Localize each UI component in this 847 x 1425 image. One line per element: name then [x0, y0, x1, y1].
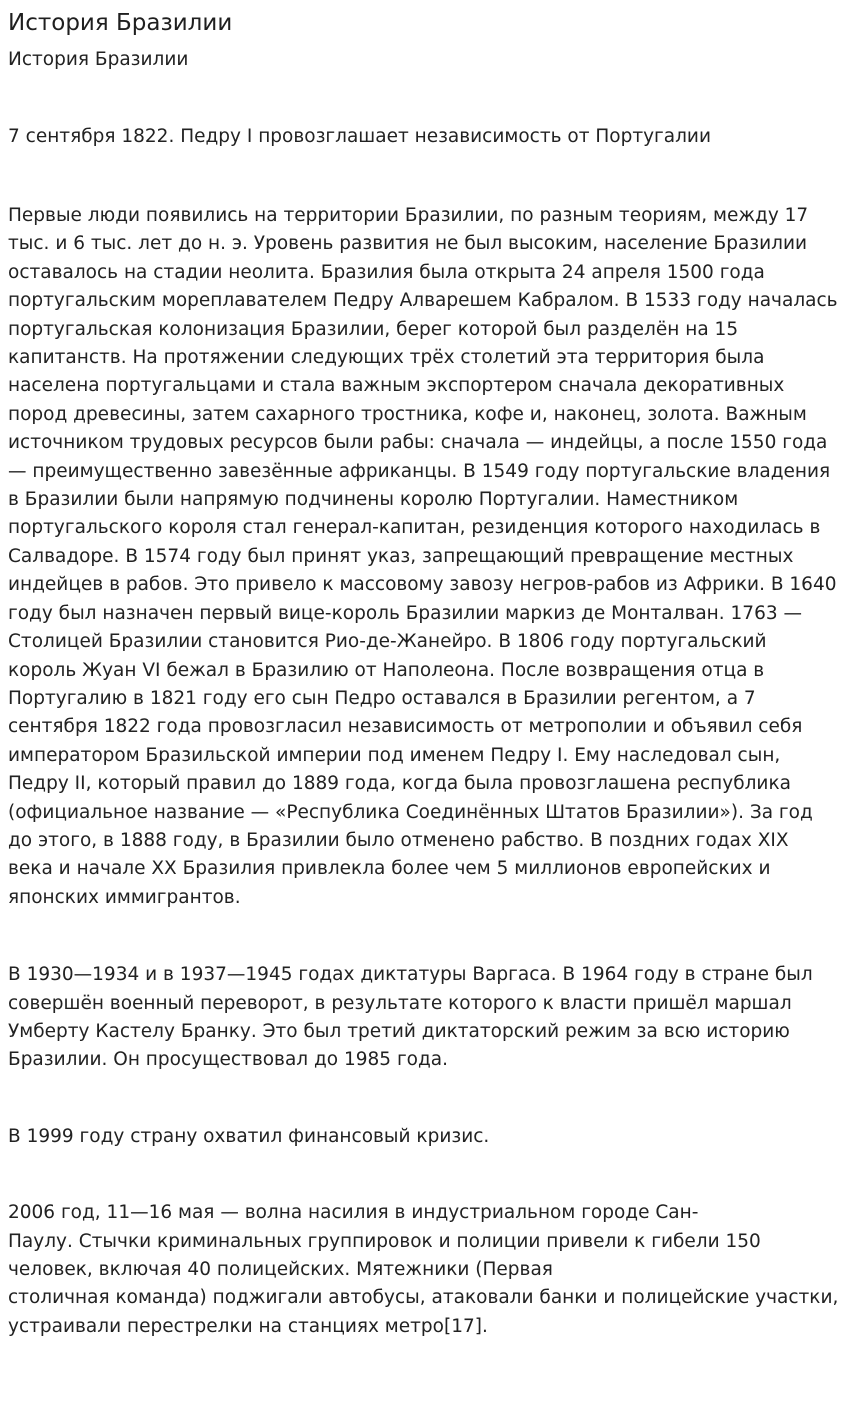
article-subtitle: История Бразилии [8, 49, 189, 70]
paragraph-line: 2006 год, 11—16 мая — волна насилия в индустриальном городе Сан- [8, 1202, 699, 1224]
independence-date-line: 7 сентября 1822. Педру I провозглашает независимость от Португалии [8, 126, 711, 147]
paragraph-early-history: Первые люди появились на территории Бразилии, по разным теориям, между 17 тыс. и 6 тыс. лет до н. э. Уровень развития не был высоким, население Бразилии оставалось на стадии неолита. Бразилия была открыта 24 апреля 1500 года португальским мореплавателем Педру Алварешем Кабралом. В 1533 году началась португальская колонизация Бразилии, берег которой был разделён на 15 капитанств. На протяжении следующих трёх столетий эта территория была населена португальцами и стала важным экспортером сначала декоративных пород древесины, затем сахарного тростника, кофе и, наконец, золота. Важным источником трудовых ресурсов были рабы: сначала — индейцы, а после 1550 года — преимущественно завезённые африканцы. В 1549 году португальские владения в Бразилии были напрямую подчинены королю Португалии. Наместником португальского короля стал генерал-капитан, резиденция которого находилась в Салвадоре. В 1574 году был принят указ, запрещающий превращение местных индейцев в рабов. Это привело к массовому завозу негров-рабов из Африки. В 1640 году был назначен первый вице-король Бразилии маркиз де Монталван. 1763 — Столицей Бразилии становится Рио-де-Жанейро. В 1806 году португальский король Жуан VI бежал в Бразилию от Наполеона. После возвращения отца в Португалию в 1821 году его сын Педро оставался в Бразилии регентом, а 7 сентября 1822 года провозгласил независимость от метрополии и объявил себя императором Бразильской империи под именем Педру I. Ему наследовал сын, Педру II, который правил до 1889 года, когда была провозглашена республика (официальное название — «Республика Соединённых Штатов Бразилии»). За год до этого, в 1888 году, в Бразилии было отменено рабство. В поздних годах XIX века и начале XX Бразилия привлекла более чем 5 миллионов европейских и японских иммигрантов. [8, 205, 838, 908]
paragraph-line: Паулу. Стычки криминальных группировок и полиции привели к гибели 150 человек, включая 40 полицейских. Мятежники (Первая [8, 1230, 761, 1280]
article [0, 9, 847, 1341]
paragraph-sao-paulo-violence [8, 1199, 839, 1341]
paragraph-dictatorships: В 1930—1934 и в 1937—1945 годах диктатуры Варгаса. В 1964 году в стране был совершён военный переворот, в результате которого к власти пришёл маршал Умберту Кастелу Бранку. Это был третий диктаторский режим за всю историю Бразилии. Он просуществовал до 1985 года. [8, 964, 813, 1071]
paragraph-financial-crisis: В 1999 году страну охватил финансовый кризис. [8, 1125, 490, 1147]
paragraph-line: столичная команда) поджигали автобусы, атаковали банки и полицейские участки, устраивали перестрелки на станциях метро[17]. [8, 1287, 839, 1337]
page-title: История Бразилии [8, 10, 233, 36]
